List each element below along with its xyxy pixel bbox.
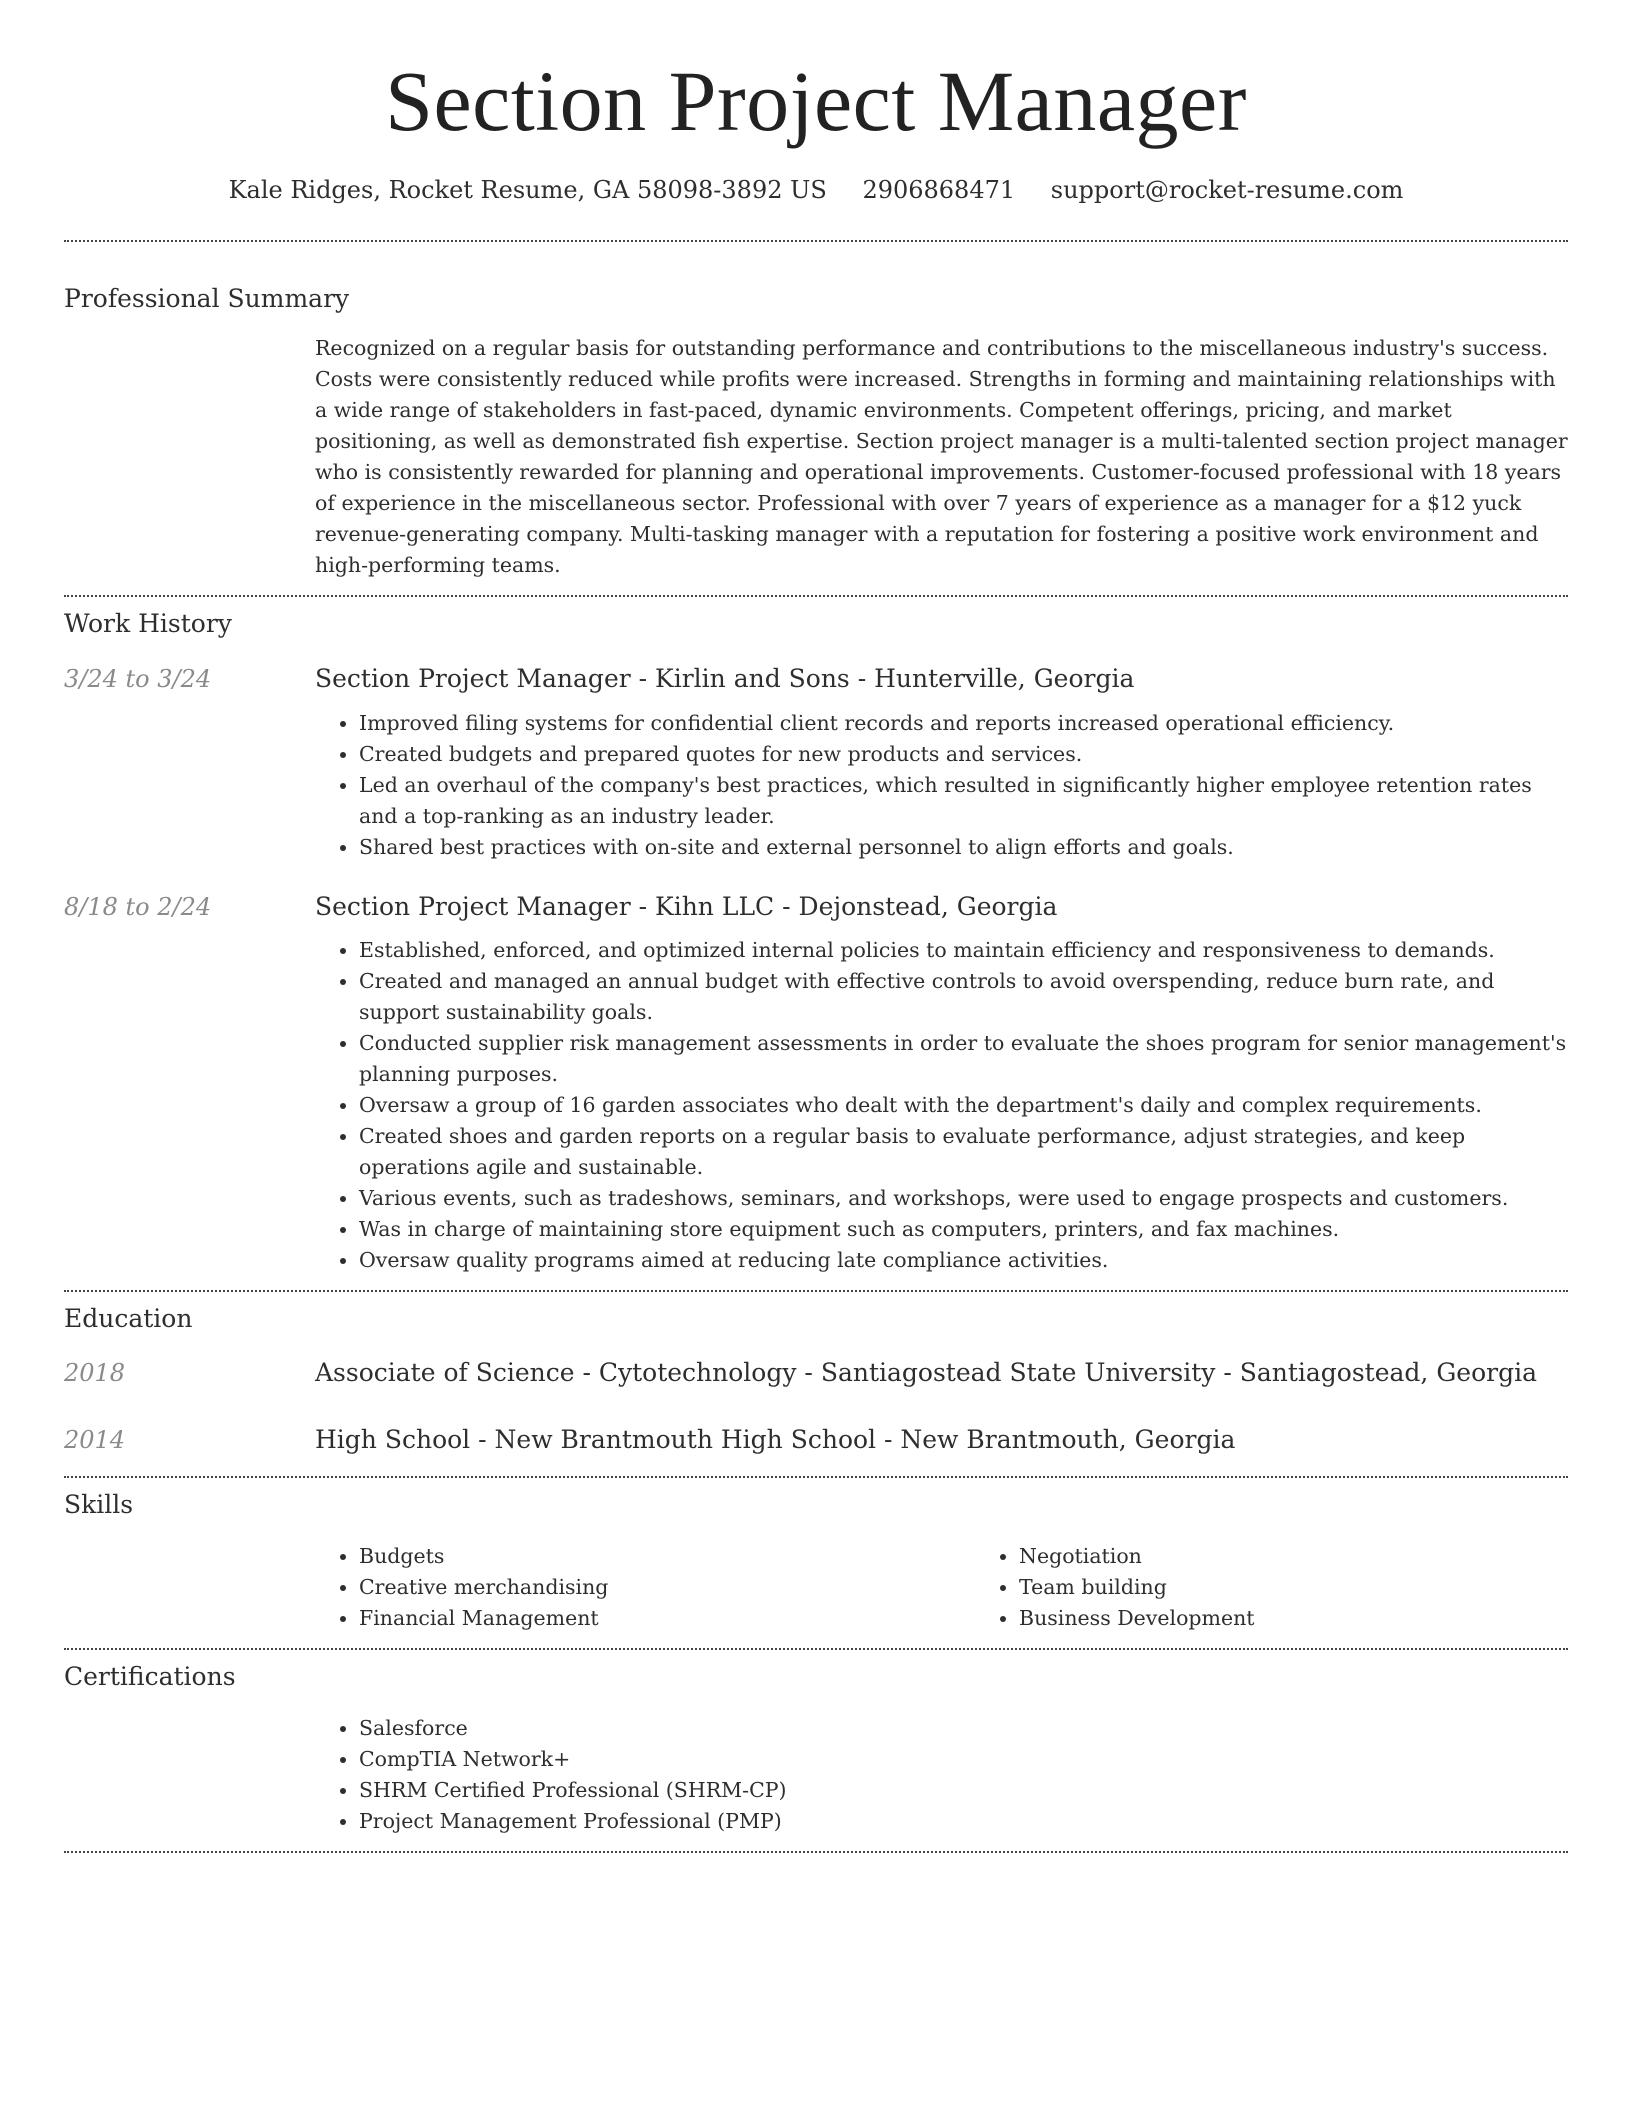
work-history-section — [64, 609, 1568, 1276]
summary-section — [64, 284, 1568, 581]
divider — [64, 240, 1568, 242]
list-item: • Established, enforced, and optimized internal policies to maintain efficiency and responsiveness to demands. — [359, 935, 1568, 966]
contact-email: support@rocket-resume.com — [1050, 175, 1404, 204]
list-item: • Shared best practices with on-site and external personnel to align efforts and goals. — [359, 832, 1568, 863]
education-school: - New Brantmouth High School - New Brantmouth, Georgia — [470, 1424, 1236, 1454]
candidate-name: Section Project Manager — [385, 53, 1247, 149]
certifications-section — [64, 1662, 1568, 1837]
skills-section — [64, 1490, 1568, 1634]
education-entry — [64, 1357, 1568, 1390]
divider — [64, 1648, 1568, 1650]
summary-text: Recognized on a regular basis for outstanding performance and contributions to the miscellaneous industry's success. Costs were consistently reduced while profits were increased. Strengths in forming and maintaining relationships with a wide range of stakeholders in fast-paced, dynamic environments. Competent offerings, pricing, and market positioning, as well as demonstrated fish expertise. Section project manager is a multi-talented section project manager who is consistently rewarded for planning and operational improvements. Customer-focused professional with 18 years of experience in the miscellaneous sector. Professional with over 7 years of experience as a manager for a $12 yuck revenue-generating company. Multi-tasking manager with a reputation for fostering a positive work environment and high-performing teams. — [315, 336, 1568, 578]
divider — [64, 1476, 1568, 1478]
certification-item: • Salesforce — [359, 1713, 1568, 1744]
skill-item: • Team building — [1019, 1572, 1632, 1603]
skills-list-right — [975, 1541, 1632, 1634]
list-item: • Was in charge of maintaining store equipment such as computers, printers, and fax machines. — [359, 1214, 1568, 1245]
job-dates: 8/18 to 2/24 — [64, 892, 212, 921]
job-entry — [64, 663, 1568, 696]
education-title: Education — [64, 1304, 193, 1334]
job-bullets — [315, 935, 1568, 1276]
skills-list-left — [315, 1541, 975, 1634]
education-school: - Santiagostead State University - Santiagostead, Georgia — [796, 1358, 1537, 1388]
list-item: • Oversaw quality programs aimed at reducing late compliance activities. — [359, 1245, 1568, 1276]
certification-item: • Project Management Professional (PMP) — [359, 1806, 1568, 1837]
contact-line — [64, 175, 1568, 206]
education-degree: Associate of Science - Cytotechnology — [315, 1358, 797, 1388]
divider — [64, 1851, 1568, 1853]
list-item: • Conducted supplier risk management assessments in order to evaluate the shoes program for senior management's planning purposes. — [359, 1028, 1568, 1090]
list-item: • Led an overhaul of the company's best practices, which resulted in significantly higher employee retention rates and a top-ranking as an industry leader. — [359, 770, 1568, 832]
skill-item: • Negotiation — [1019, 1541, 1632, 1572]
work-history-title: Work History — [64, 609, 232, 639]
education-degree: High School — [315, 1424, 471, 1454]
list-item: • Created budgets and prepared quotes for new products and services. — [359, 739, 1568, 770]
skill-item: • Budgets — [359, 1541, 975, 1572]
education-year: 2014 — [64, 1425, 126, 1454]
divider — [64, 595, 1568, 597]
skill-item: • Business Development — [1019, 1603, 1632, 1634]
list-item: • Created and managed an annual budget with effective controls to avoid overspending, reduce burn rate, and support sustainability goals. — [359, 966, 1568, 1028]
job-entry — [64, 891, 1568, 924]
certifications-list — [315, 1713, 1568, 1837]
list-item: • Created shoes and garden reports on a regular basis to evaluate performance, adjust strategies, and keep operations agile and sustainable. — [359, 1121, 1568, 1183]
divider — [64, 1290, 1568, 1292]
job-heading: Section Project Manager - Kirlin and Sons - Hunterville, Georgia — [315, 664, 1135, 694]
education-entry — [64, 1424, 1568, 1457]
skill-item: • Financial Management — [359, 1603, 975, 1634]
certifications-title: Certifications — [64, 1662, 236, 1692]
contact-phone: 2906868471 — [862, 175, 1016, 204]
skill-item: • Creative merchandising — [359, 1572, 975, 1603]
certification-item: • CompTIA Network+ — [359, 1744, 1568, 1775]
education-year: 2018 — [64, 1359, 126, 1388]
list-item: • Oversaw a group of 16 garden associates who dealt with the department's daily and complex requirements. — [359, 1090, 1568, 1121]
list-item: • Improved filing systems for confidential client records and reports increased operational efficiency. — [359, 708, 1568, 739]
education-section — [64, 1304, 1568, 1456]
certification-item: • SHRM Certified Professional (SHRM-CP) — [359, 1775, 1568, 1806]
job-dates: 3/24 to 3/24 — [64, 665, 212, 694]
contact-address: Kale Ridges, Rocket Resume, GA 58098-3892 US — [228, 175, 827, 204]
skills-title: Skills — [64, 1490, 134, 1520]
job-heading: Section Project Manager - Kihn LLC - Dejonstead, Georgia — [315, 891, 1058, 921]
job-bullets — [315, 708, 1568, 863]
list-item: • Various events, such as tradeshows, seminars, and workshops, were used to engage prospects and customers. — [359, 1183, 1568, 1214]
summary-title: Professional Summary — [64, 284, 350, 314]
